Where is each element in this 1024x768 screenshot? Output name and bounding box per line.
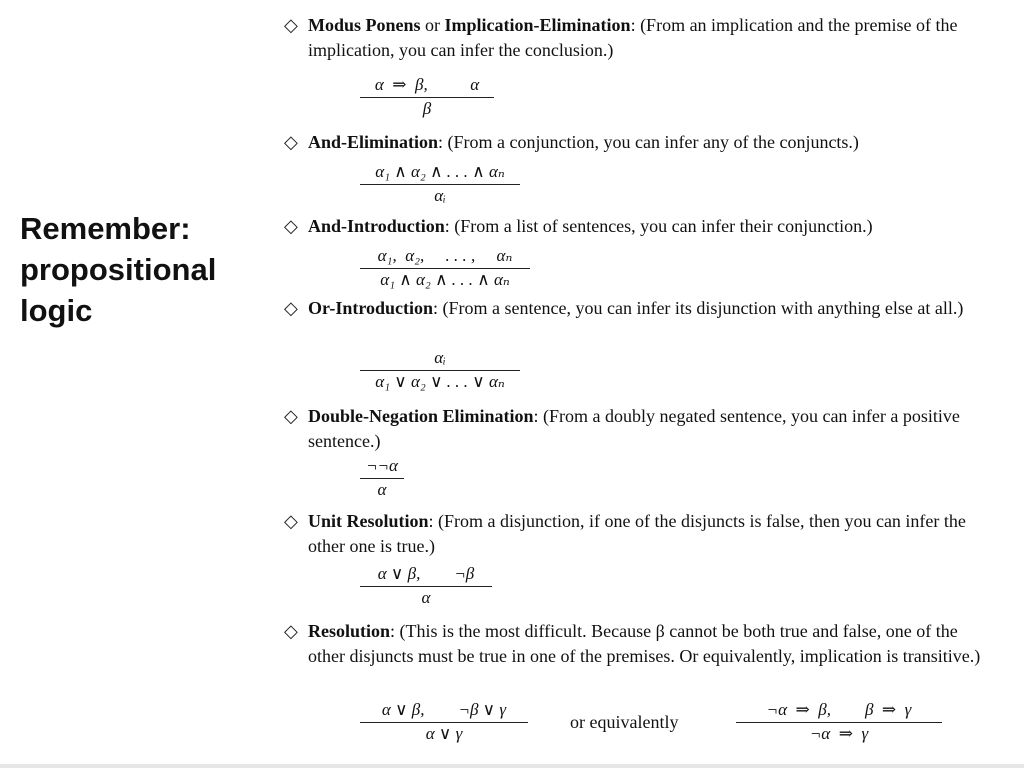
rule-resolution (284, 619, 984, 743)
rule-name: Resolution (308, 621, 391, 641)
inference-fraction (360, 348, 520, 392)
title-line-1: Remember: (20, 211, 191, 246)
rule-description: : (From a list of sentences, you can infer their conjunction.) (444, 216, 873, 236)
inference-fraction (360, 564, 492, 608)
rule-modus-ponens (284, 13, 984, 118)
or-equivalently-label: or equivalently (570, 712, 679, 732)
inference-fraction (360, 246, 530, 290)
rule-and-elimination (284, 130, 984, 205)
conclusion: α ∨ γ (425, 724, 463, 743)
rule-name: Double-Negation Elimination (308, 406, 534, 426)
diamond-bullet-icon: ◇ (284, 15, 298, 36)
premise: α ⇒ β, α (374, 75, 480, 94)
rule-description: : (From a conjunction, you can infer any of the conjuncts.) (438, 132, 859, 152)
rule-unit-resolution (284, 509, 984, 607)
rule-description: : (From a doubly negated sentence, you can infer a positive sentence.) (308, 406, 960, 451)
conclusion: α₁ ∨ α₂ ∨ . . . ∨ αₙ (375, 372, 505, 391)
premise: ¬¬α (366, 456, 398, 475)
footer-divider (0, 764, 1024, 768)
rule-name: And-Introduction (308, 216, 445, 236)
rule-name: Or-Introduction (308, 298, 434, 318)
rule-and-introduction (284, 214, 984, 289)
inference-fraction (360, 162, 520, 206)
rule-name: Unit Resolution (308, 511, 429, 531)
premise: αᵢ (434, 348, 446, 367)
inference-fraction (360, 75, 494, 119)
premise: α ∨ β, ¬β (377, 564, 475, 583)
inference-fraction (360, 700, 528, 744)
rule-name: And-Elimination (308, 132, 439, 152)
rule-or-introduction (284, 296, 984, 391)
conclusion: ¬α ⇒ γ (809, 724, 869, 743)
diamond-bullet-icon: ◇ (284, 621, 298, 642)
rule-connector: or (420, 15, 445, 35)
rule-description: : (From a sentence, you can infer its disjunction with anything else at all.) (433, 298, 964, 318)
conclusion: α (421, 588, 431, 607)
diamond-bullet-icon: ◇ (284, 406, 298, 427)
diamond-bullet-icon: ◇ (284, 132, 298, 153)
rule-description: : (From an implication and the premise of the implication, you can infer the conclusion.) (308, 15, 958, 60)
diamond-bullet-icon: ◇ (284, 511, 298, 532)
title-line-3: logic (20, 293, 93, 328)
diamond-bullet-icon: ◇ (284, 298, 298, 319)
premise: α₁, α₂, . . . , αₙ (377, 246, 513, 265)
premise: ¬α ⇒ β, β ⇒ γ (766, 700, 912, 719)
slide-title (20, 208, 216, 331)
conclusion: α₁ ∧ α₂ ∧ . . . ∧ αₙ (380, 270, 510, 289)
conclusion: α (377, 480, 387, 499)
conclusion: β (422, 99, 432, 118)
title-line-2: propositional (20, 252, 217, 287)
rule-description: : (This is the most difficult. Because β cannot be both true and false, one of the other disjuncts must be true in one of the premises. Or equivalently, implication is transitive.) (308, 621, 981, 666)
diamond-bullet-icon: ◇ (284, 216, 298, 237)
rule-description: : (From a disjunction, if one of the disjuncts is false, then you can infer the other one is true.) (308, 511, 966, 556)
rule-double-negation-elimination (284, 404, 984, 499)
rule-name-alt: Implication-Elimination (444, 15, 631, 35)
inference-fraction (360, 456, 404, 500)
inference-fraction-alt (736, 700, 942, 744)
premise: α₁ ∧ α₂ ∧ . . . ∧ αₙ (375, 162, 505, 181)
conclusion: αᵢ (434, 186, 446, 205)
premise: α ∨ β, ¬β ∨ γ (381, 700, 507, 719)
rule-name: Modus Ponens (308, 15, 421, 35)
